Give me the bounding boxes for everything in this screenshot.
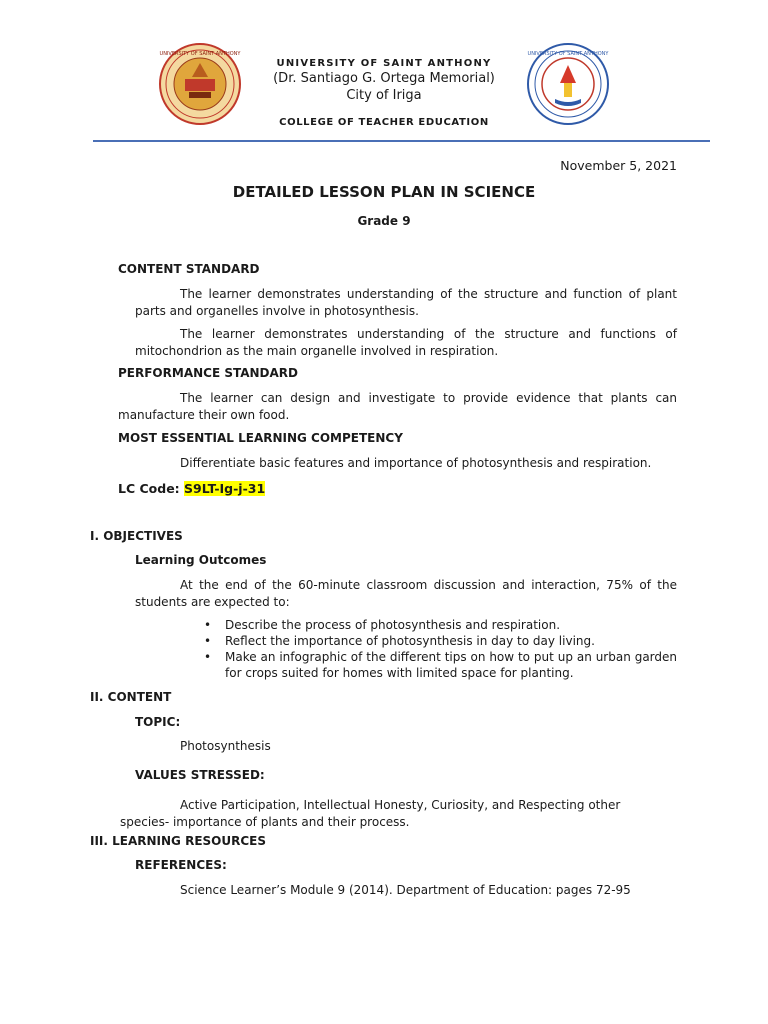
svg-text:UNIVERSITY OF SAINT ANTHONY: UNIVERSITY OF SAINT ANTHONY <box>527 51 609 57</box>
objectives-intro-line1: At the end of the 60-minute classroom discussion and interaction, 75% of the <box>180 578 677 592</box>
content-standard-para-2-line2: mitochondrion as the main organelle involved in respiration. <box>135 343 499 358</box>
document-date: November 5, 2021 <box>560 158 677 173</box>
objectives-intro-line2: students are expected to: <box>135 594 290 609</box>
objectives-heading: I. OBJECTIVES <box>90 529 183 543</box>
lc-code-label: LC Code: <box>118 481 185 496</box>
melc-heading: MOST ESSENTIAL LEARNING COMPETENCY <box>118 431 403 445</box>
learning-outcomes-heading: Learning Outcomes <box>135 553 267 567</box>
list-item: • Describe the process of photosynthesis and respiration. <box>200 617 677 633</box>
learning-resources-heading: III. LEARNING RESOURCES <box>90 834 266 848</box>
performance-standard-line1: The learner can design and investigate to provide evidence that plants can <box>180 391 677 405</box>
content-standard-para-1-line2: parts and organelles involve in photosynthesis. <box>135 303 419 318</box>
college-name: COLLEGE OF TEACHER EDUCATION <box>279 117 489 128</box>
content-standard-para-2-line1: The learner demonstrates understanding of the structure and functions of <box>180 327 677 341</box>
list-item: • Make an infographic of the different tips on how to put up an urban garden for crops suited for homes with limited space for planting. <box>200 649 677 681</box>
topic-value: Photosynthesis <box>180 739 271 753</box>
university-memorial: (Dr. Santiago G. Ortega Memorial) <box>273 71 495 86</box>
grade-level: Grade 9 <box>357 214 411 228</box>
values-stressed-line2: species- importance of plants and their process. <box>120 814 410 829</box>
topic-label: TOPIC: <box>135 715 181 729</box>
references-label: REFERENCES: <box>135 858 227 872</box>
values-stressed-label: VALUES STRESSED: <box>135 768 265 782</box>
performance-standard-heading: PERFORMANCE STANDARD <box>118 366 298 380</box>
content-standard-para-1 <box>135 286 677 319</box>
performance-standard-line2: manufacture their own food. <box>118 407 290 422</box>
values-stressed-para <box>120 797 630 830</box>
performance-standard-para <box>118 390 677 423</box>
content-heading: II. CONTENT <box>90 690 172 704</box>
objectives-list <box>200 617 677 681</box>
svg-text:UNIVERSITY OF SAINT ANTHONY: UNIVERSITY OF SAINT ANTHONY <box>159 51 241 57</box>
objectives-intro <box>135 577 677 610</box>
lc-code-line <box>118 481 265 496</box>
document-title: DETAILED LESSON PLAN IN SCIENCE <box>232 183 536 201</box>
lc-code-value: S9LT-Ig-j-31 <box>184 481 266 496</box>
values-stressed-line1: Active Participation, Intellectual Honesty, Curiosity, and Respecting other <box>180 798 621 812</box>
university-city: City of Iriga <box>346 88 422 103</box>
list-item: • Reflect the importance of photosynthesis in day to day living. <box>200 633 677 649</box>
melc-text: Differentiate basic features and importance of photosynthesis and respiration. <box>180 456 652 470</box>
content-standard-heading: CONTENT STANDARD <box>118 262 260 276</box>
content-standard-para-1-line1: The learner demonstrates understanding of the structure and function of plant <box>180 287 677 301</box>
header-divider <box>93 140 710 142</box>
university-name: UNIVERSITY OF SAINT ANTHONY <box>276 58 492 69</box>
reference-entry: Science Learner’s Module 9 (2014). Department of Education: pages 72-95 <box>180 883 631 897</box>
content-standard-para-2 <box>135 326 677 359</box>
